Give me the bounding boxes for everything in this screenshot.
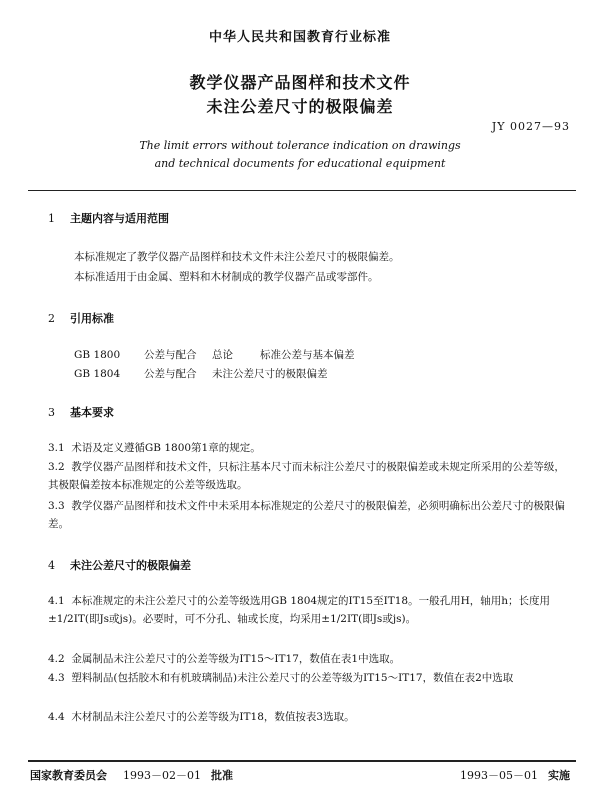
implementation-date: 1993－05－01: [460, 769, 538, 782]
approval-line: [30, 767, 233, 783]
clause-4-4: [48, 708, 568, 726]
clause-number: 4.1: [48, 595, 65, 607]
standard-code: JY 0027—93: [491, 120, 570, 133]
clause-text: 术语及定义遵循GB 1800第1章的规定。: [71, 442, 261, 454]
clause-4-2: [48, 650, 568, 668]
section-title: 基本要求: [70, 406, 114, 419]
document-title-line1: 教学仪器产品图样和技术文件: [189, 73, 411, 92]
section-1-paragraph-2: 本标准适用于由金属、塑料和木材制成的教学仪器产品或零部件。: [74, 271, 379, 283]
section-4-heading: [48, 557, 191, 573]
clause-number: 3.2: [48, 461, 65, 473]
section-number: 3: [48, 406, 55, 419]
section-1-heading: [48, 210, 169, 226]
english-title-line1: The limit errors without tolerance indication on drawings: [139, 139, 461, 152]
clause-number: 3.3: [48, 500, 65, 512]
section-number: 2: [48, 312, 55, 325]
issuing-organization: 国家教育委员会: [30, 769, 107, 782]
section-3-heading: [48, 404, 114, 420]
reference-name: 公差与配合: [144, 368, 197, 380]
reference-description: 未注公差尺寸的极限偏差: [212, 368, 328, 380]
implementation-line: [460, 767, 570, 783]
clause-number: 4.4: [48, 711, 65, 723]
implementation-label: 实施: [548, 769, 570, 782]
clause-text: 本标准规定的未注公差尺寸的公差等级选用GB 1804规定的IT15至IT18。一般孔用H，轴用h；长度用±1/2IT(即Js或js)。必要时，可不分孔、轴或长度，均采用±1/2IT(即Js或js)。: [48, 595, 550, 625]
clause-4-3: [48, 669, 568, 687]
clause-4-1: [48, 592, 568, 628]
clause-number: 4.2: [48, 653, 65, 665]
document-title-line2: 未注公差尺寸的极限偏差: [206, 97, 394, 116]
clause-text: 教学仪器产品图样和技术文件，只标注基本尺寸而未标注公差尺寸的极限偏差或未规定所采用的公差等级，其极限偏差按本标准规定的公差等级选取。: [48, 461, 565, 491]
section-1-paragraph-1: 本标准规定了教学仪器产品图样和技术文件未注公差尺寸的极限偏差。: [74, 251, 400, 263]
clause-text: 塑料制品(包括胶木和有机玻璃制品)未注公差尺寸的公差等级为IT15～IT17，数值在表2中选取: [71, 672, 514, 684]
reference-description: 标准公差与基本偏差: [260, 349, 355, 361]
clause-3-2: [48, 458, 568, 494]
footer-divider: [28, 760, 576, 762]
section-number: 4: [48, 559, 55, 572]
clause-3-1: [48, 439, 261, 457]
reference-code: GB 1804: [74, 368, 121, 380]
reference-row: [74, 366, 328, 381]
clause-text: 木材制品未注公差尺寸的公差等级为IT18，数值按表3选取。: [71, 711, 355, 723]
approval-label: 批准: [211, 769, 233, 782]
approval-date: 1993－02－01: [123, 769, 201, 782]
section-number: 1: [48, 212, 55, 225]
standard-category: 中华人民共和国教育行业标准: [208, 30, 391, 45]
header-divider: [28, 190, 576, 191]
clause-text: 教学仪器产品图样和技术文件中未采用本标准规定的公差尺寸的极限偏差，必须明确标出公差尺寸的极限偏差。: [48, 500, 565, 530]
reference-row: [74, 347, 355, 362]
section-title: 引用标准: [70, 312, 114, 325]
english-title-line2: and technical documents for educational equipment: [154, 157, 446, 170]
clause-number: 4.3: [48, 672, 65, 684]
clause-3-3: [48, 497, 568, 533]
clause-number: 3.1: [48, 442, 65, 454]
section-title: 主题内容与适用范围: [70, 212, 169, 225]
reference-subtitle: 总论: [212, 349, 233, 361]
reference-code: GB 1800: [74, 349, 121, 361]
section-2-heading: [48, 310, 114, 326]
section-title: 未注公差尺寸的极限偏差: [70, 559, 191, 572]
clause-text: 金属制品未注公差尺寸的公差等级为IT15～IT17，数值在表1中选取。: [71, 653, 401, 665]
reference-name: 公差与配合: [144, 349, 197, 361]
